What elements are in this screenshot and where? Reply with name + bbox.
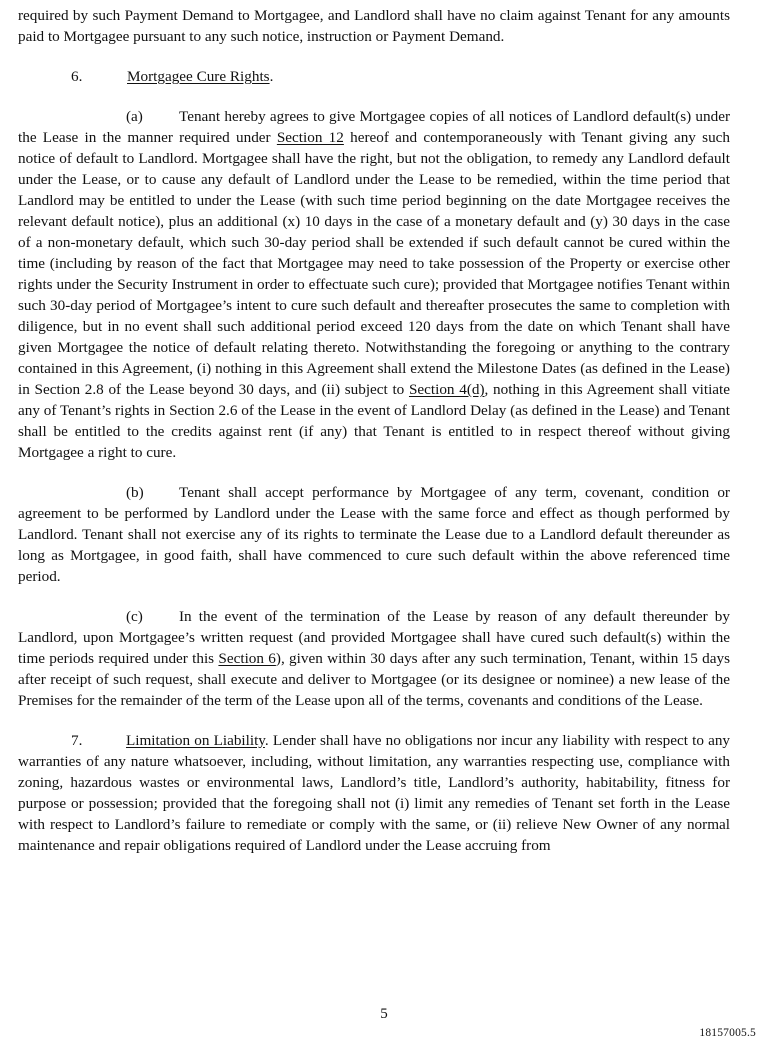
section-6a-paragraph xyxy=(18,106,730,463)
section-6-reference: Section 6 xyxy=(218,650,276,667)
section-6b-paragraph xyxy=(18,482,730,587)
section-6a-marker: (a) xyxy=(126,108,143,125)
section-6b-text: Tenant shall accept performance by Mortgagee of any term, covenant, condition or agreement to be performed by Landlord under the Lease with the same force and effect as though performed by Landlord. Tenant shall not exercise any of its rights to terminate the Lease due to a Landlord default thereunder as long as Mortgagee, in good faith, shall have commenced to cure such default within the above referenced time period. xyxy=(18,484,730,585)
section-6-heading xyxy=(18,66,730,87)
page-number: 5 xyxy=(380,1006,388,1022)
section-6a-indent xyxy=(18,106,179,127)
section-6a-text-3: , nothing in this Agreement shall vitiate any of Tenant’s rights in Section 2.6 of the Lease in the event of Landlord Delay (as defined in the Lease) and Tenant shall be entitled to the credits against rent (if any) that Tenant is entitled to in respect thereof without giving Mortgagee a right to cure. xyxy=(18,381,730,461)
section-6-number: 6. xyxy=(71,68,83,85)
section-6b-indent xyxy=(18,482,179,503)
section-6c-text-1: In the event of the termination of the Lease by reason of any default thereunder by Landlord, upon Mortgagee’s written request (and provided Mortgagee shall have cured such default(s) within the time periods required under this xyxy=(18,608,730,667)
section-7-number: 7. xyxy=(71,732,83,749)
document-id: 18157005.5 xyxy=(699,1027,756,1039)
section-6a-text-1: Tenant hereby agrees to give Mortgagee copies of all notices of Landlord default(s) under the Lease in the manner required under xyxy=(18,108,730,146)
section-7-paragraph xyxy=(18,730,730,856)
section-6a-text-2: hereof and contemporaneously with Tenant giving any such notice of default to Landlord. Mortgagee shall have the right, but not the obligation, to remedy any Landlord default under the Lease, or to cause any default of Landlord under the Lease to be remedied, within the time period that Landlord may be entitled to under the Lease (with such time period beginning on the date Mortgagee receives the relevant default notice), plus an additional (x) 10 days in the case of a monetary default and (y) 30 days in the case of a non-monetary default, which such 30-day period shall be extended if such default cannot be cured within the time (including by reason of the fact that Mortgagee may need to take possession of the Property or exercise other rights under the Security Instrument in order to effectuate such cure); provided that Mortgagee notifies Tenant within such 30-day period of Mortgagee’s intent to cure such default and thereafter prosecutes the same to completion with diligence, but in no event shall such additional period exceed 120 days from the date on which Tenant shall have given Mortgagee the notice of default relating thereto. Notwithstanding the foregoing or anything to the contrary contained in this Agreement, (i) nothing in this Agreement shall extend the Milestone Dates (as defined in the Lease) in Section 2.8 of the Lease beyond 30 days, and (ii) subject to xyxy=(18,129,730,398)
section-6c-marker: (c) xyxy=(126,608,143,625)
continuation-paragraph: required by such Payment Demand to Mortgagee, and Landlord shall have no claim against Tenant for any amounts paid to Mortgagee pursuant to any such notice, instruction or Payment Demand. xyxy=(18,7,730,45)
section-12-reference: Section 12 xyxy=(276,129,344,146)
section-7-title: Limitation on Liability xyxy=(126,732,265,749)
section-6c-paragraph xyxy=(18,606,730,711)
section-6-title-suffix: . xyxy=(269,68,274,85)
section-6c-text-2: ), given within 30 days after any such termination, Tenant, within 15 days after receipt of such request, shall execute and deliver to Mortgagee (or its designee or nominee) a new lease of the Premises for the remainder of the term of the Lease upon all of the terms, covenants and conditions of the Lease. xyxy=(18,650,730,709)
section-7-text: . Lender shall have no obligations nor incur any liability with respect to any warranties of any nature whatsoever, including, without limitation, any warranties respecting use, compliance with zoning, hazardous wastes or environmental laws, Landlord’s title, Landlord’s authority, habitability, fitness for purpose or possession; provided that the foregoing shall not (i) limit any remedies of Tenant set forth in the Lease with respect to Landlord’s failure to remediate or comply with the same, or (ii) relieve New Owner of any normal maintenance and repair obligations required of Landlord under the Lease accruing from xyxy=(18,732,731,854)
document-page xyxy=(18,5,730,856)
section-6b-marker: (b) xyxy=(126,484,144,501)
section-6-title: Mortgagee Cure Rights xyxy=(127,68,270,85)
section-7-indent xyxy=(18,730,126,751)
section-6c-indent xyxy=(18,606,179,627)
section-4d-reference: Section 4(d) xyxy=(408,381,485,398)
